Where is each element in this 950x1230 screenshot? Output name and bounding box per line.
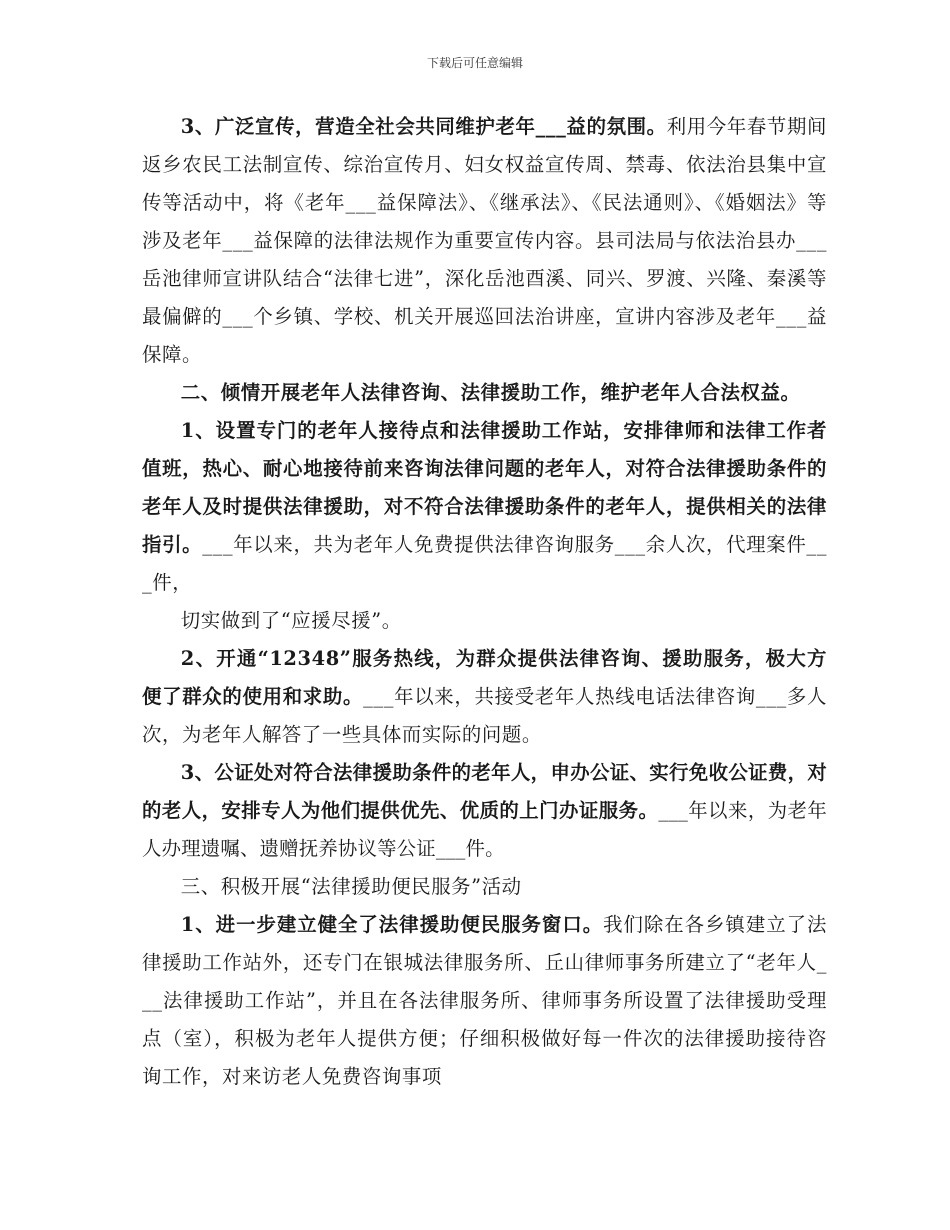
paragraph-text: ___年以来，为老年人办理遗嘱、遗赠抚养协议等公证___件。 — [142, 799, 828, 860]
document-body — [142, 108, 827, 1096]
paragraph-service-window — [142, 906, 827, 1096]
paragraph-reception-point — [142, 412, 827, 602]
paragraph-text: ___年以来，共为老年人免费提供法律咨询服务___余人次，代理案件___件， — [142, 533, 827, 594]
paragraph-text: ___年以来，共接受老年人热线电话法律咨询___多人次，为老年人解答了一些具体而实际的问题。 — [142, 685, 827, 746]
section-heading-convenience — [142, 868, 827, 906]
paragraph-notary — [142, 754, 827, 868]
section-heading-legal-aid — [142, 374, 827, 412]
paragraph-text: 切实做到了“应援尽援”。 — [180, 609, 402, 632]
paragraph-aid-commitment — [142, 602, 827, 640]
paragraph-publicity — [142, 108, 827, 374]
paragraph-text: 三、积极开展“法律援助便民服务”活动 — [180, 875, 522, 898]
paragraph-heading: 1、进一步建立健全了法律援助便民服务窗口。 — [180, 913, 604, 936]
paragraph-text: 我们除在各乡镇建立了法律援助工作站外，还专门在银城法律服务所、丘山律师事务所建立了“老年人___法律援助工作站”，并且在各法律服务所、律师事务所设置了法律援助受理点（室），积极为老年人提供方便；仔细积极做好每一件次的法律援助接待咨询工作，对来访老人免费咨询事项 — [142, 913, 827, 1088]
paragraph-text: 利用今年春节期间返乡农民工法制宣传、综治宣传月、妇女权益宣传周、禁毒、依法治县集中宣传等活动中，将《老年___益保障法》、《继承法》、《民法通则》、《婚姻法》等涉及老年___益保障的法律法规作为重要宣传内容。县司法局与依法治县办___岳池律师宣讲队结合“法律七进”，深化岳池酉溪、同兴、罗渡、兴隆、秦溪等最偏僻的___个乡镇、学校、机关开展巡回法治讲座，宣讲内容涉及老年___益保障。 — [142, 115, 827, 366]
page-header-note: 下载后可任意编辑 — [426, 56, 523, 70]
paragraph-heading: 2、开通“12348”服务热线，为群众提供法律咨询、援助服务，极大方便了群众的使用和求助。 — [142, 647, 827, 708]
section-heading: 二、倾情开展老年人法律咨询、法律援助工作，维护老年人合法权益。 — [180, 381, 801, 404]
paragraph-heading: 3、公证处对符合法律援助条件的老年人，申办公证、实行免收公证费，对的老人，安排专人为他们提供优先、优质的上门办证服务。 — [142, 761, 827, 822]
paragraph-heading: 1、设置专门的老年人接待点和法律援助工作站，安排律师和法律工作者值班，热心、耐心地接待前来咨询法律问题的老年人，对符合法律援助条件的老年人及时提供法律援助，对不符合法律援助条件的老年人，提供相关的法律指引。 — [142, 419, 827, 556]
paragraph-heading: 3、广泛宣传，营造全社会共同维护老年___益的氛围。 — [180, 115, 667, 138]
paragraph-hotline — [142, 640, 827, 754]
